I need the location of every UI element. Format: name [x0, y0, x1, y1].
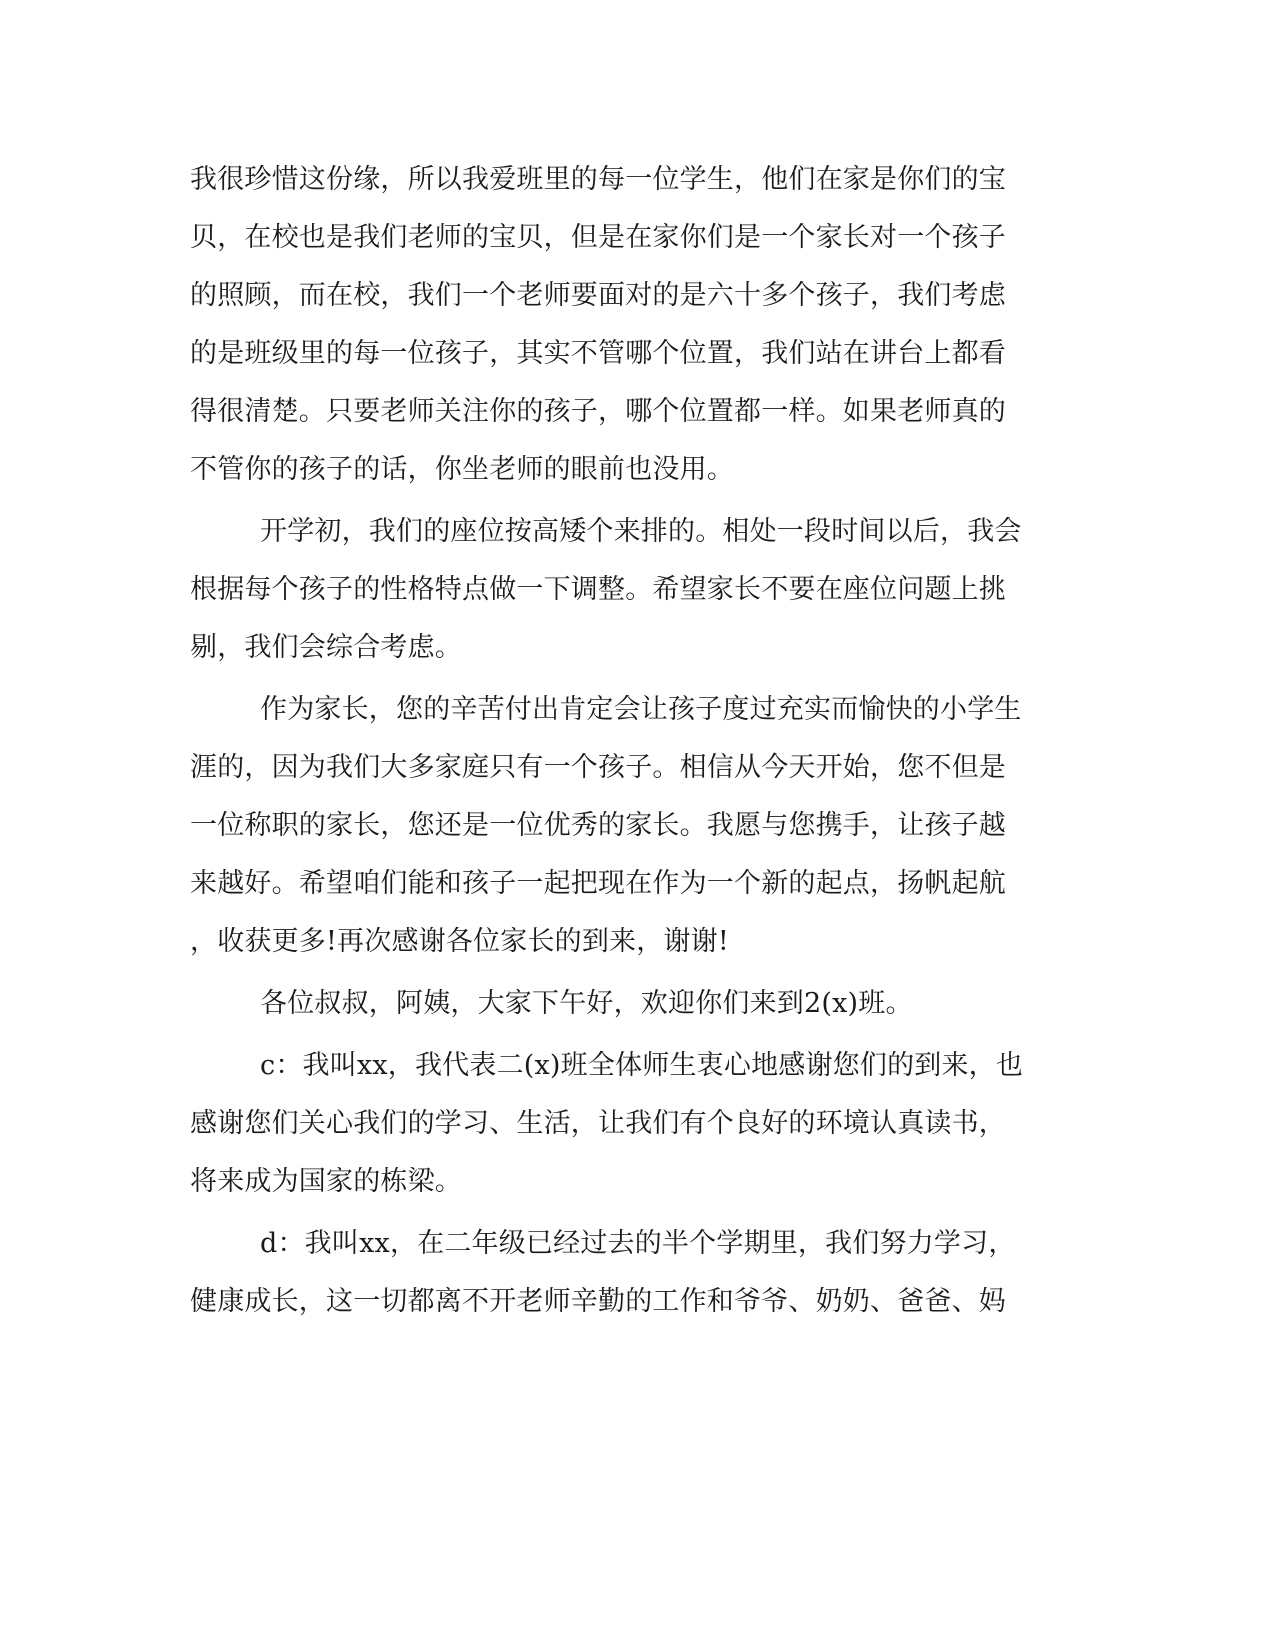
- text-line: 将来成为国家的栋梁。: [190, 1166, 462, 1197]
- text-line: 剔，我们会综合考虑。: [190, 632, 462, 663]
- text-line: 涯的，因为我们大多家庭只有一个孩子。相信从今天开始，您不但是: [190, 752, 1006, 783]
- text-line: c：我叫xx，我代表二(x)班全体师生衷心地感谢您们的到来，也: [260, 1050, 1024, 1081]
- text-line: d：我叫xx，在二年级已经过去的半个学期里，我们努力学习，: [260, 1228, 1016, 1259]
- text-line: 开学初，我们的座位按高矮个来排的。相处一段时间以后，我会: [260, 516, 1022, 547]
- text-line: 感谢您们关心我们的学习、生活，让我们有个良好的环境认真读书，: [190, 1108, 1006, 1139]
- text-line: 来越好。希望咱们能和孩子一起把现在作为一个新的起点，扬帆起航: [190, 868, 1006, 899]
- text-line: 我很珍惜这份缘，所以我爱班里的每一位学生，他们在家是你们的宝: [190, 164, 1006, 195]
- text-line: 不管你的孩子的话，你坐老师的眼前也没用。: [190, 454, 734, 485]
- text-line: ，收获更多!再次感谢各位家长的到来，谢谢!: [190, 926, 729, 957]
- text-line: 得很清楚。只要老师关注你的孩子，哪个位置都一样。如果老师真的: [190, 396, 1006, 427]
- text-line: 的是班级里的每一位孩子，其实不管哪个位置，我们站在讲台上都看: [190, 338, 1006, 369]
- text-line: 的照顾，而在校，我们一个老师要面对的是六十多个孩子，我们考虑: [190, 280, 1006, 311]
- text-line: 根据每个孩子的性格特点做一下调整。希望家长不要在座位问题上挑: [190, 574, 1006, 605]
- text-line: 贝，在校也是我们老师的宝贝，但是在家你们是一个家长对一个孩子: [190, 222, 1006, 253]
- text-line: 作为家长，您的辛苦付出肯定会让孩子度过充实而愉快的小学生: [260, 694, 1022, 725]
- text-line: 各位叔叔，阿姨，大家下午好，欢迎你们来到2(x)班。: [260, 988, 913, 1019]
- text-line: 健康成长，这一切都离不开老师辛勤的工作和爷爷、奶奶、爸爸、妈: [190, 1286, 1006, 1317]
- text-line: 一位称职的家长，您还是一位优秀的家长。我愿与您携手，让孩子越: [190, 810, 1006, 841]
